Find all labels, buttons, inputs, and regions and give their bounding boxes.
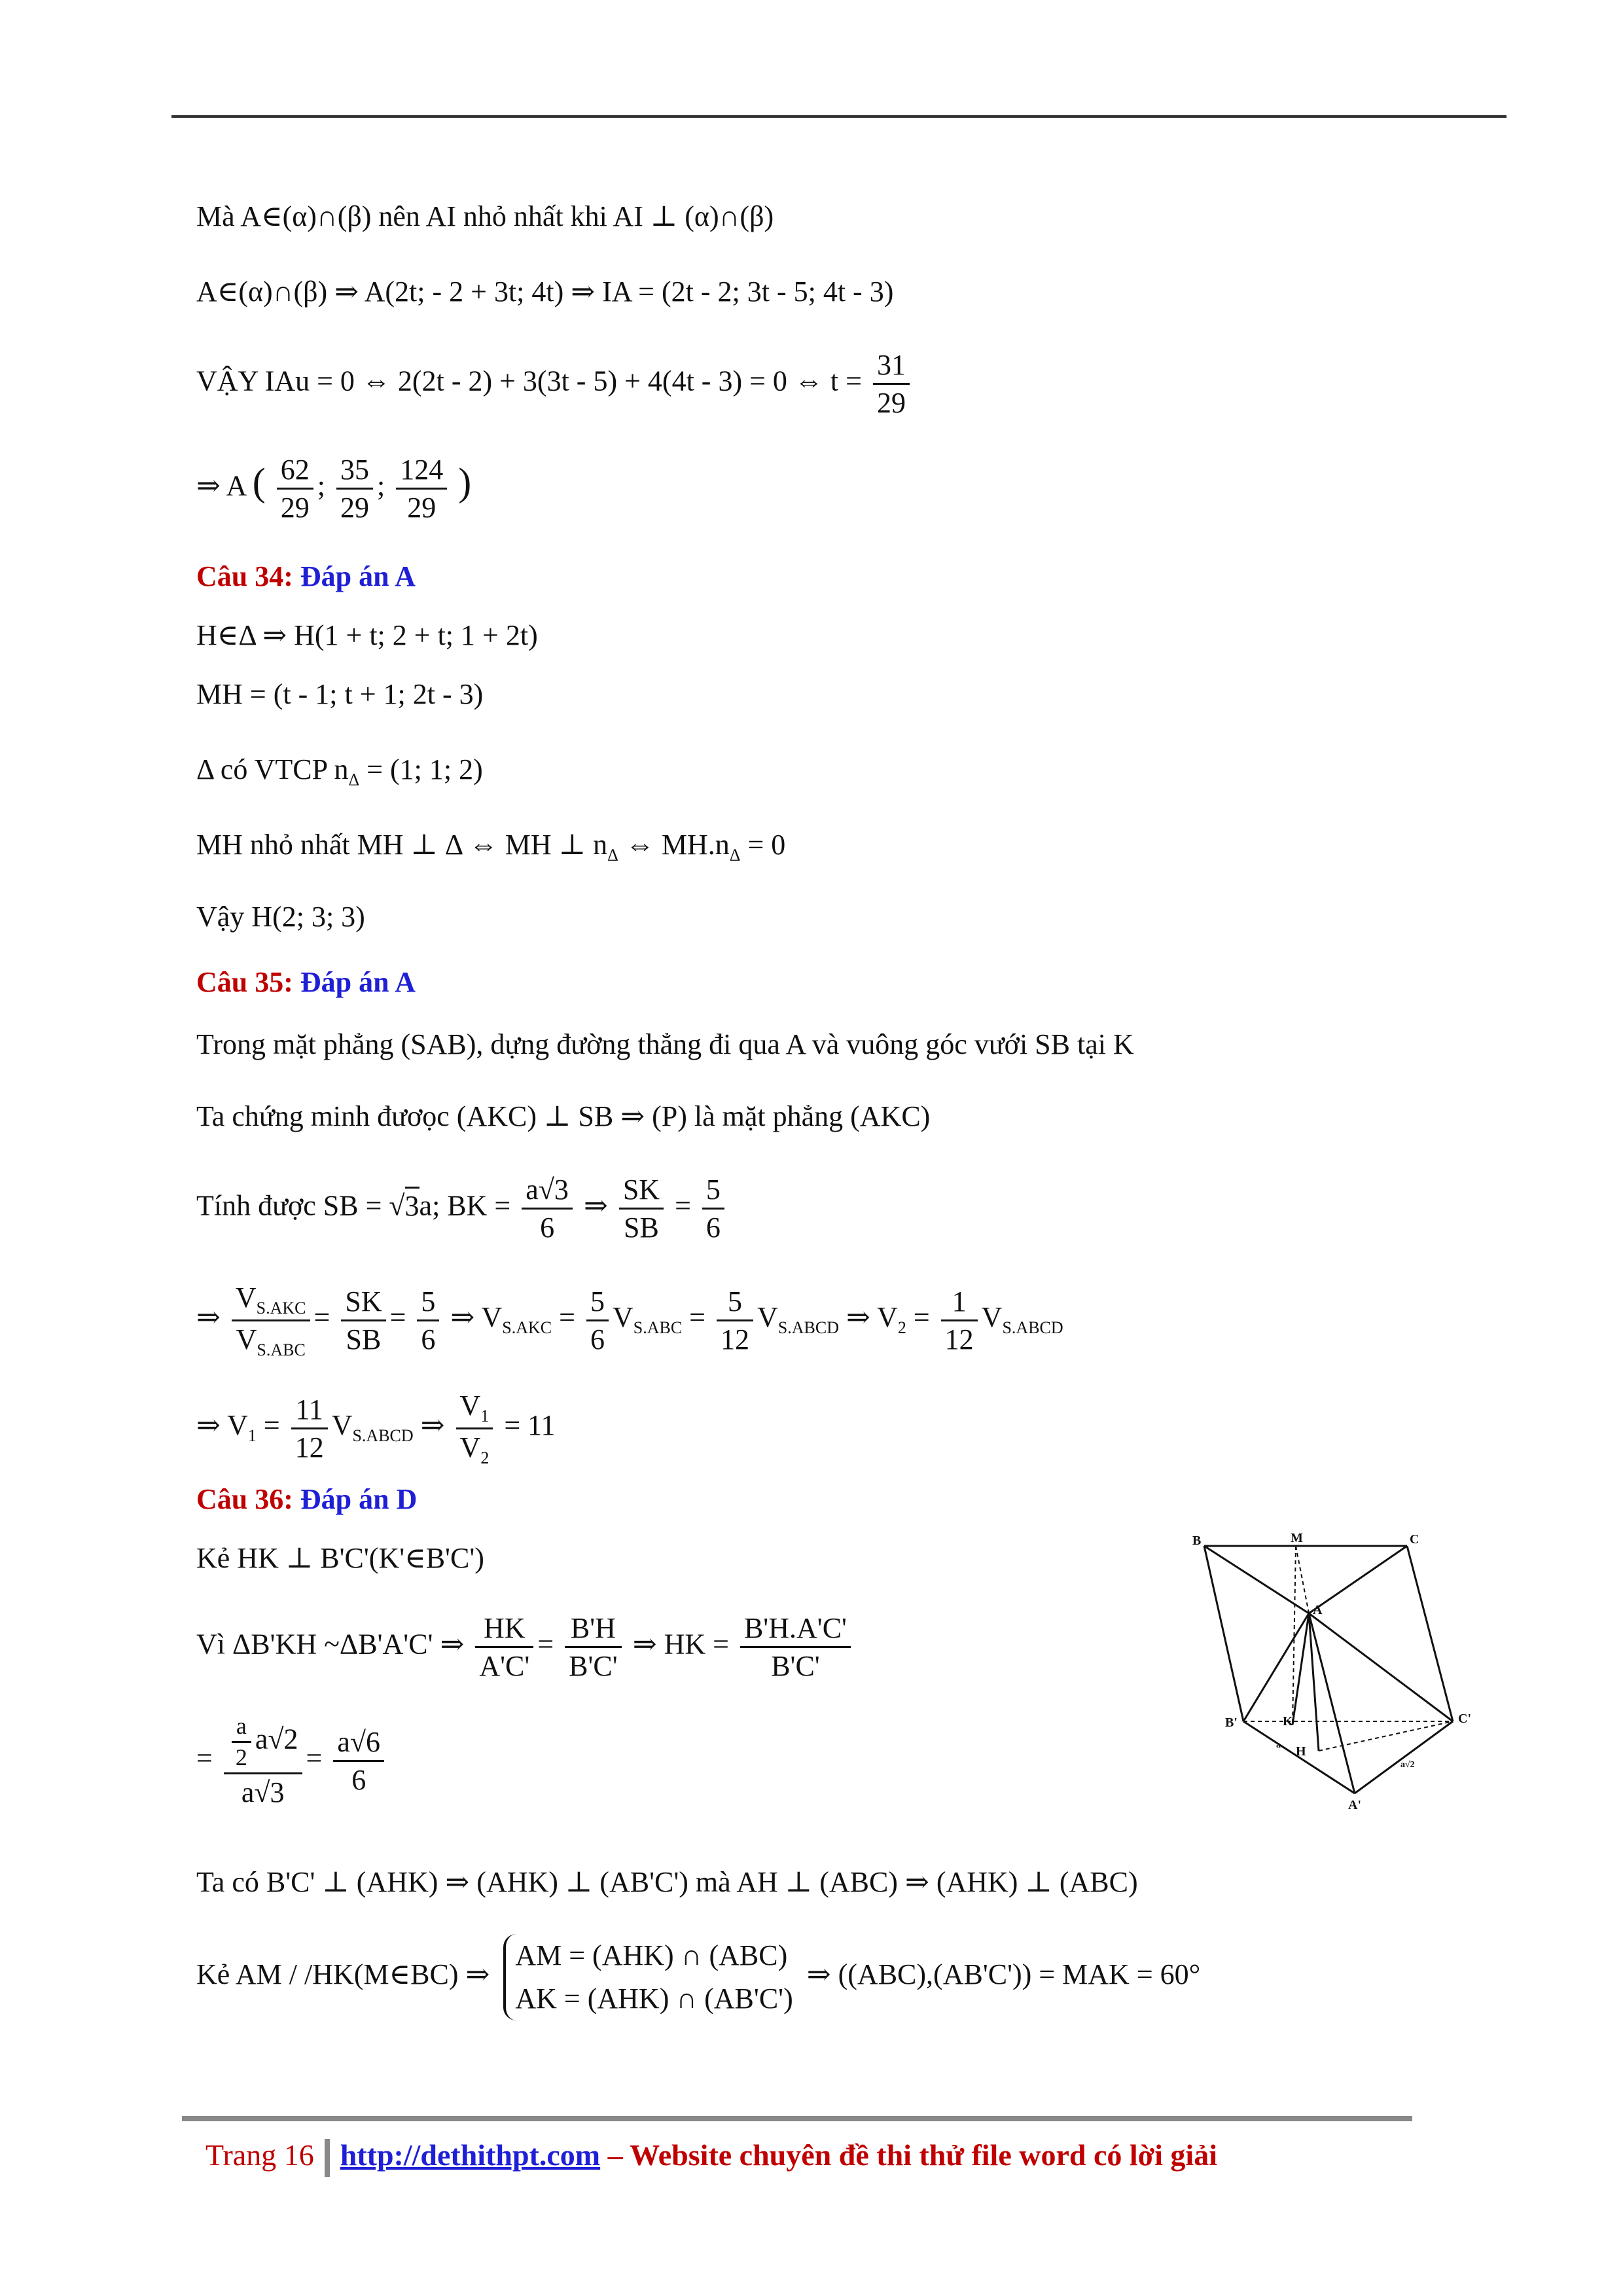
equation-text: MH = (t - 1; t + 1; 2t - 3) <box>196 678 484 710</box>
equation-text: ⇒ V <box>196 1409 248 1442</box>
answer-label: Đáp án D <box>300 1483 418 1515</box>
fraction-numerator: 5 <box>702 1172 724 1210</box>
figure-labels <box>1192 1532 1471 1812</box>
edge-CA <box>1309 1546 1407 1613</box>
fraction-numerator: 11 <box>291 1391 328 1429</box>
fraction-denominator: 6 <box>705 1211 721 1244</box>
label-C-prime: C' <box>1458 1712 1471 1726</box>
label-M: M <box>1291 1532 1303 1545</box>
website-link[interactable]: http://dethithpt.com <box>340 2138 601 2172</box>
equation-text: = 0 <box>740 829 786 861</box>
fraction <box>619 1172 664 1246</box>
volume-symbol: V <box>235 1282 257 1314</box>
fraction-denominator: 12 <box>294 1431 324 1463</box>
fraction-numerator: 35 <box>336 452 373 490</box>
question-number: Câu 36: <box>196 1483 293 1515</box>
fraction <box>396 452 447 526</box>
fraction-denominator: SB <box>346 1323 382 1355</box>
fraction <box>456 1388 493 1469</box>
edge-BB' <box>1204 1546 1243 1721</box>
equation-text: Mà A∈(α)∩(β) nên AI nhỏ nhất khi AI ⊥ (α)∩(β) <box>196 200 774 232</box>
equation-text: MH nhỏ nhất MH ⊥ Δ ⇔ MH ⊥ n <box>196 829 608 861</box>
equation-text: Kẻ AM / /HK(M∈BC) ⇒ <box>196 1958 490 1991</box>
fraction <box>717 1283 753 1357</box>
equation-text: AK = (AHK) ∩ (AB'C') <box>515 1982 793 2015</box>
fraction-denominator: B'C' <box>569 1650 618 1682</box>
footer-rule <box>182 2116 1412 2121</box>
label-a-sqrt2: a√2 <box>1400 1760 1415 1770</box>
page-footer <box>205 2138 1217 2177</box>
subscript: 2 <box>480 1448 490 1467</box>
equation-text: = <box>675 1189 691 1222</box>
equation-text: Trong mặt phẳng (SAB), dựng đường thẳng đi qua A và vuông góc vưới SB tại K <box>196 1028 1134 1060</box>
edge-CC' <box>1407 1546 1453 1721</box>
fraction <box>291 1391 328 1465</box>
equation-text: Ta chứng minh đươọc (AKC) ⊥ SB ⇒ (P) là mặt phẳng (AKC) <box>196 1100 931 1132</box>
fraction-numerator: 5 <box>717 1283 753 1321</box>
fraction <box>702 1172 724 1246</box>
volume-symbol: V <box>459 1390 481 1422</box>
geometry-figure <box>1191 1532 1505 1820</box>
fraction-numerator: 5 <box>586 1283 609 1321</box>
label-B-prime: B' <box>1225 1715 1238 1730</box>
subscript: S.ABCD <box>1002 1318 1063 1338</box>
text-line: = $\frac{a}{2}$ a√2 a√3 = $\frac{a√6}{6}$ <box>196 1712 388 1810</box>
edge-MA <box>1296 1546 1309 1613</box>
equation-text: ⇔ MH.n <box>618 829 730 861</box>
equation-text: a; BK = <box>419 1189 511 1222</box>
label-B: B <box>1192 1534 1202 1548</box>
equation-text: A∈(α)∩(β) ⇒ A(2t; - 2 + 3t; 4t) ⇒ IA = (2t - 2; 3t - 5; 4t - 3) <box>196 276 894 308</box>
fraction-denominator: 6 <box>540 1211 555 1244</box>
text-line: Vì ΔB'KH ~ΔB'A'C' ⇒ $\frac{HK}{A'C'}$ = $\frac{B'H}{B'C'}$ ⇒ HK = $\frac{B'H.A'C'}{B'C'}$ <box>196 1610 855 1684</box>
subscript: S.ABCD <box>777 1318 839 1338</box>
equation-text: Vì ΔB'KH ~ΔB'A'C' ⇒ <box>196 1628 465 1660</box>
fraction-denominator: a√3 <box>241 1776 285 1808</box>
volume-symbol: V <box>757 1301 778 1334</box>
fraction <box>740 1610 851 1684</box>
fraction-numerator: B'H <box>565 1610 622 1648</box>
equation-text: ⇒ HK = <box>632 1628 729 1660</box>
text-line <box>196 200 774 234</box>
equation-text: Ta có B'C' ⊥ (AHK) ⇒ (AHK) ⊥ (AB'C') mà AH ⊥ (ABC) ⇒ (AHK) ⊥ (ABC) <box>196 1866 1138 1898</box>
label-H: H <box>1296 1744 1306 1759</box>
equation-text: a√2 <box>255 1723 298 1755</box>
fraction-denominator: 12 <box>944 1323 974 1355</box>
equation-text: = (1; 1; 2) <box>359 753 483 785</box>
text-line <box>196 1934 1200 2020</box>
volume-symbol: V <box>981 1301 1003 1334</box>
edge-BA <box>1204 1546 1309 1613</box>
edge-AK <box>1293 1613 1309 1725</box>
fraction-numerator <box>224 1712 302 1774</box>
subscript: Δ <box>348 770 360 789</box>
fraction-denominator: 29 <box>876 387 906 419</box>
fraction <box>224 1712 302 1810</box>
text-line <box>196 1100 930 1134</box>
text-line <box>196 900 365 935</box>
label-C: C <box>1410 1532 1419 1547</box>
fraction <box>475 1610 533 1684</box>
volume-symbol: V <box>459 1431 481 1463</box>
subscript: S.AKC <box>502 1318 552 1338</box>
text-line <box>196 275 893 310</box>
fraction <box>341 1283 385 1357</box>
equation-text: ⇒ <box>420 1409 445 1442</box>
fraction-numerator: 1 <box>941 1283 978 1321</box>
fraction-denominator: 12 <box>721 1323 749 1355</box>
volume-symbol: V <box>612 1301 633 1334</box>
label-K: K <box>1283 1714 1293 1729</box>
text-line <box>196 753 483 790</box>
footer-description: – Website chuyên đề thi thử file word có lời giải <box>607 2138 1217 2172</box>
fraction-denominator: 29 <box>340 492 370 524</box>
volume-symbol: V <box>236 1323 257 1355</box>
fraction <box>417 1283 439 1357</box>
subscript: 1 <box>480 1407 490 1426</box>
fraction-numerator <box>456 1388 493 1429</box>
fraction <box>232 1712 251 1772</box>
text-line <box>196 1028 1134 1062</box>
question-heading <box>196 1482 417 1516</box>
question-heading <box>196 560 416 593</box>
fraction <box>232 1280 310 1361</box>
label-A: A <box>1313 1603 1323 1617</box>
label-A-prime: A' <box>1348 1798 1361 1812</box>
fraction-denominator: SB <box>624 1211 659 1244</box>
fraction-denominator: B'C' <box>771 1650 820 1682</box>
fraction-denominator <box>232 1321 310 1361</box>
text-line: Tính được SB = √3a; BK = $\frac{a√3}{6}$ ⇒ $\frac{SK}{SB}$ = $\frac{5}{6}$ <box>196 1172 728 1246</box>
header-rule <box>171 115 1507 118</box>
text-line <box>196 347 914 421</box>
fraction <box>277 452 313 526</box>
equation-text: ⇒ <box>196 1301 221 1334</box>
label-a: a <box>1276 1740 1281 1750</box>
subscript: 2 <box>897 1318 906 1338</box>
footer-divider <box>325 2139 330 2177</box>
fraction <box>565 1610 622 1684</box>
subscript: 1 <box>247 1426 257 1446</box>
fraction <box>873 347 910 421</box>
subscript: Δ <box>729 846 741 865</box>
answer-label: Đáp án A <box>300 560 416 592</box>
equation-text: Δ có VTCP n <box>196 753 349 785</box>
sqrt-radicand: 3 <box>405 1187 419 1222</box>
fraction-numerator: SK <box>341 1283 385 1321</box>
text-line: ⇒ $V_1$ = $\frac{11}{12}$ $V_{S.ABCD}$ ⇒ $\frac{V_1}{V_2}$ = 11 <box>196 1388 556 1469</box>
subscript: Δ <box>607 846 618 865</box>
fraction <box>586 1283 609 1357</box>
text-line <box>196 677 483 712</box>
fraction-numerator: SK <box>619 1172 664 1210</box>
equation-system <box>503 1934 793 2020</box>
equation-text: = 11 <box>504 1409 556 1442</box>
text-line <box>196 1541 484 1576</box>
fraction-denominator: 6 <box>421 1323 436 1355</box>
text-line: ⇒ $\frac{V_{S.AKC}}{V_{S.ABC}}$ = $\frac{SK}{SB}$ = $\frac{5}{6}$ ⇒ $V_{S.AKC}$ = $\frac{5}{6}$ $V_{S.ABC}$ = $\frac{5}{12}$ $V_{S.ABCD}$ ⇒ $V_2$ = $\frac{1}{12}$ $V_{S.ABCD}$ <box>196 1280 1063 1361</box>
fraction <box>333 1724 384 1798</box>
subscript: S.ABC <box>257 1340 306 1359</box>
equation-text: Kẻ HK ⊥ B'C'(K'∈B'C') <box>196 1542 484 1574</box>
equation-text: Vậy H(2; 3; 3) <box>196 901 365 933</box>
question-heading <box>196 965 416 999</box>
fraction-numerator: a <box>232 1712 251 1743</box>
text-line: ⇒ A ( $\frac{62}{29}$ ; $\frac{35}{29}$ ; $\frac{124}{29}$ ) <box>196 452 471 526</box>
question-number: Câu 34: <box>196 560 293 592</box>
fraction-numerator <box>232 1280 310 1321</box>
fraction <box>941 1283 978 1357</box>
fraction-denominator: A'C' <box>479 1650 530 1682</box>
edge-AC' <box>1309 1613 1453 1721</box>
fraction-denominator: 29 <box>280 492 310 524</box>
equation-text: VẬY IAu = 0 ⇔ 2(2t - 2) + 3(3t - 5) + 4(4t - 3) = 0 ⇔ t = <box>196 365 862 397</box>
fraction-numerator: 31 <box>873 347 910 385</box>
fraction-numerator: a√3 <box>522 1172 573 1210</box>
equation-text: Tính được SB = <box>196 1189 389 1222</box>
subscript: S.ABC <box>633 1318 683 1338</box>
equation-text: ⇒ <box>583 1189 608 1222</box>
volume-symbol: V <box>331 1409 353 1442</box>
text-line <box>196 619 538 653</box>
fraction-denominator: 2 <box>235 1744 247 1770</box>
fraction-numerator: B'H.A'C' <box>740 1610 851 1648</box>
subscript: S.ABCD <box>352 1426 414 1446</box>
text-line <box>196 1865 1138 1900</box>
fraction-numerator: 5 <box>417 1283 439 1321</box>
equation-text: H∈Δ ⇒ H(1 + t; 2 + t; 1 + 2t) <box>196 619 538 651</box>
fraction-numerator: 62 <box>277 452 313 490</box>
answer-label: Đáp án A <box>300 966 416 998</box>
equation-text: ⇒ V <box>846 1301 898 1334</box>
fraction <box>336 452 373 526</box>
fraction-denominator: 6 <box>590 1323 605 1355</box>
fraction-numerator: 124 <box>396 452 447 490</box>
paren-left: ( <box>252 460 266 504</box>
fraction-denominator: 29 <box>407 492 437 524</box>
fraction-numerator: a√6 <box>333 1724 384 1762</box>
equation-text: AM = (AHK) ∩ (ABC) <box>515 1939 788 1971</box>
fraction-numerator: HK <box>475 1610 533 1648</box>
text-line <box>196 828 785 865</box>
page-number: Trang 16 <box>205 2138 314 2172</box>
subscript: S.AKC <box>256 1299 306 1318</box>
equation-text: ⇒ A <box>196 469 245 502</box>
equation-text: ⇒ ((ABC),(AB'C')) = MAK = 60° <box>806 1958 1201 1991</box>
fraction <box>522 1172 573 1246</box>
question-number: Câu 35: <box>196 966 293 998</box>
fraction-denominator <box>456 1429 493 1469</box>
figure-lines <box>1204 1546 1453 1793</box>
equation-text: ⇒ V <box>450 1301 503 1334</box>
paren-right: ) <box>458 460 472 504</box>
fraction-denominator: 6 <box>351 1764 366 1796</box>
figure-hidden-lines <box>1243 1546 1453 1751</box>
edge-AB' <box>1243 1613 1309 1721</box>
